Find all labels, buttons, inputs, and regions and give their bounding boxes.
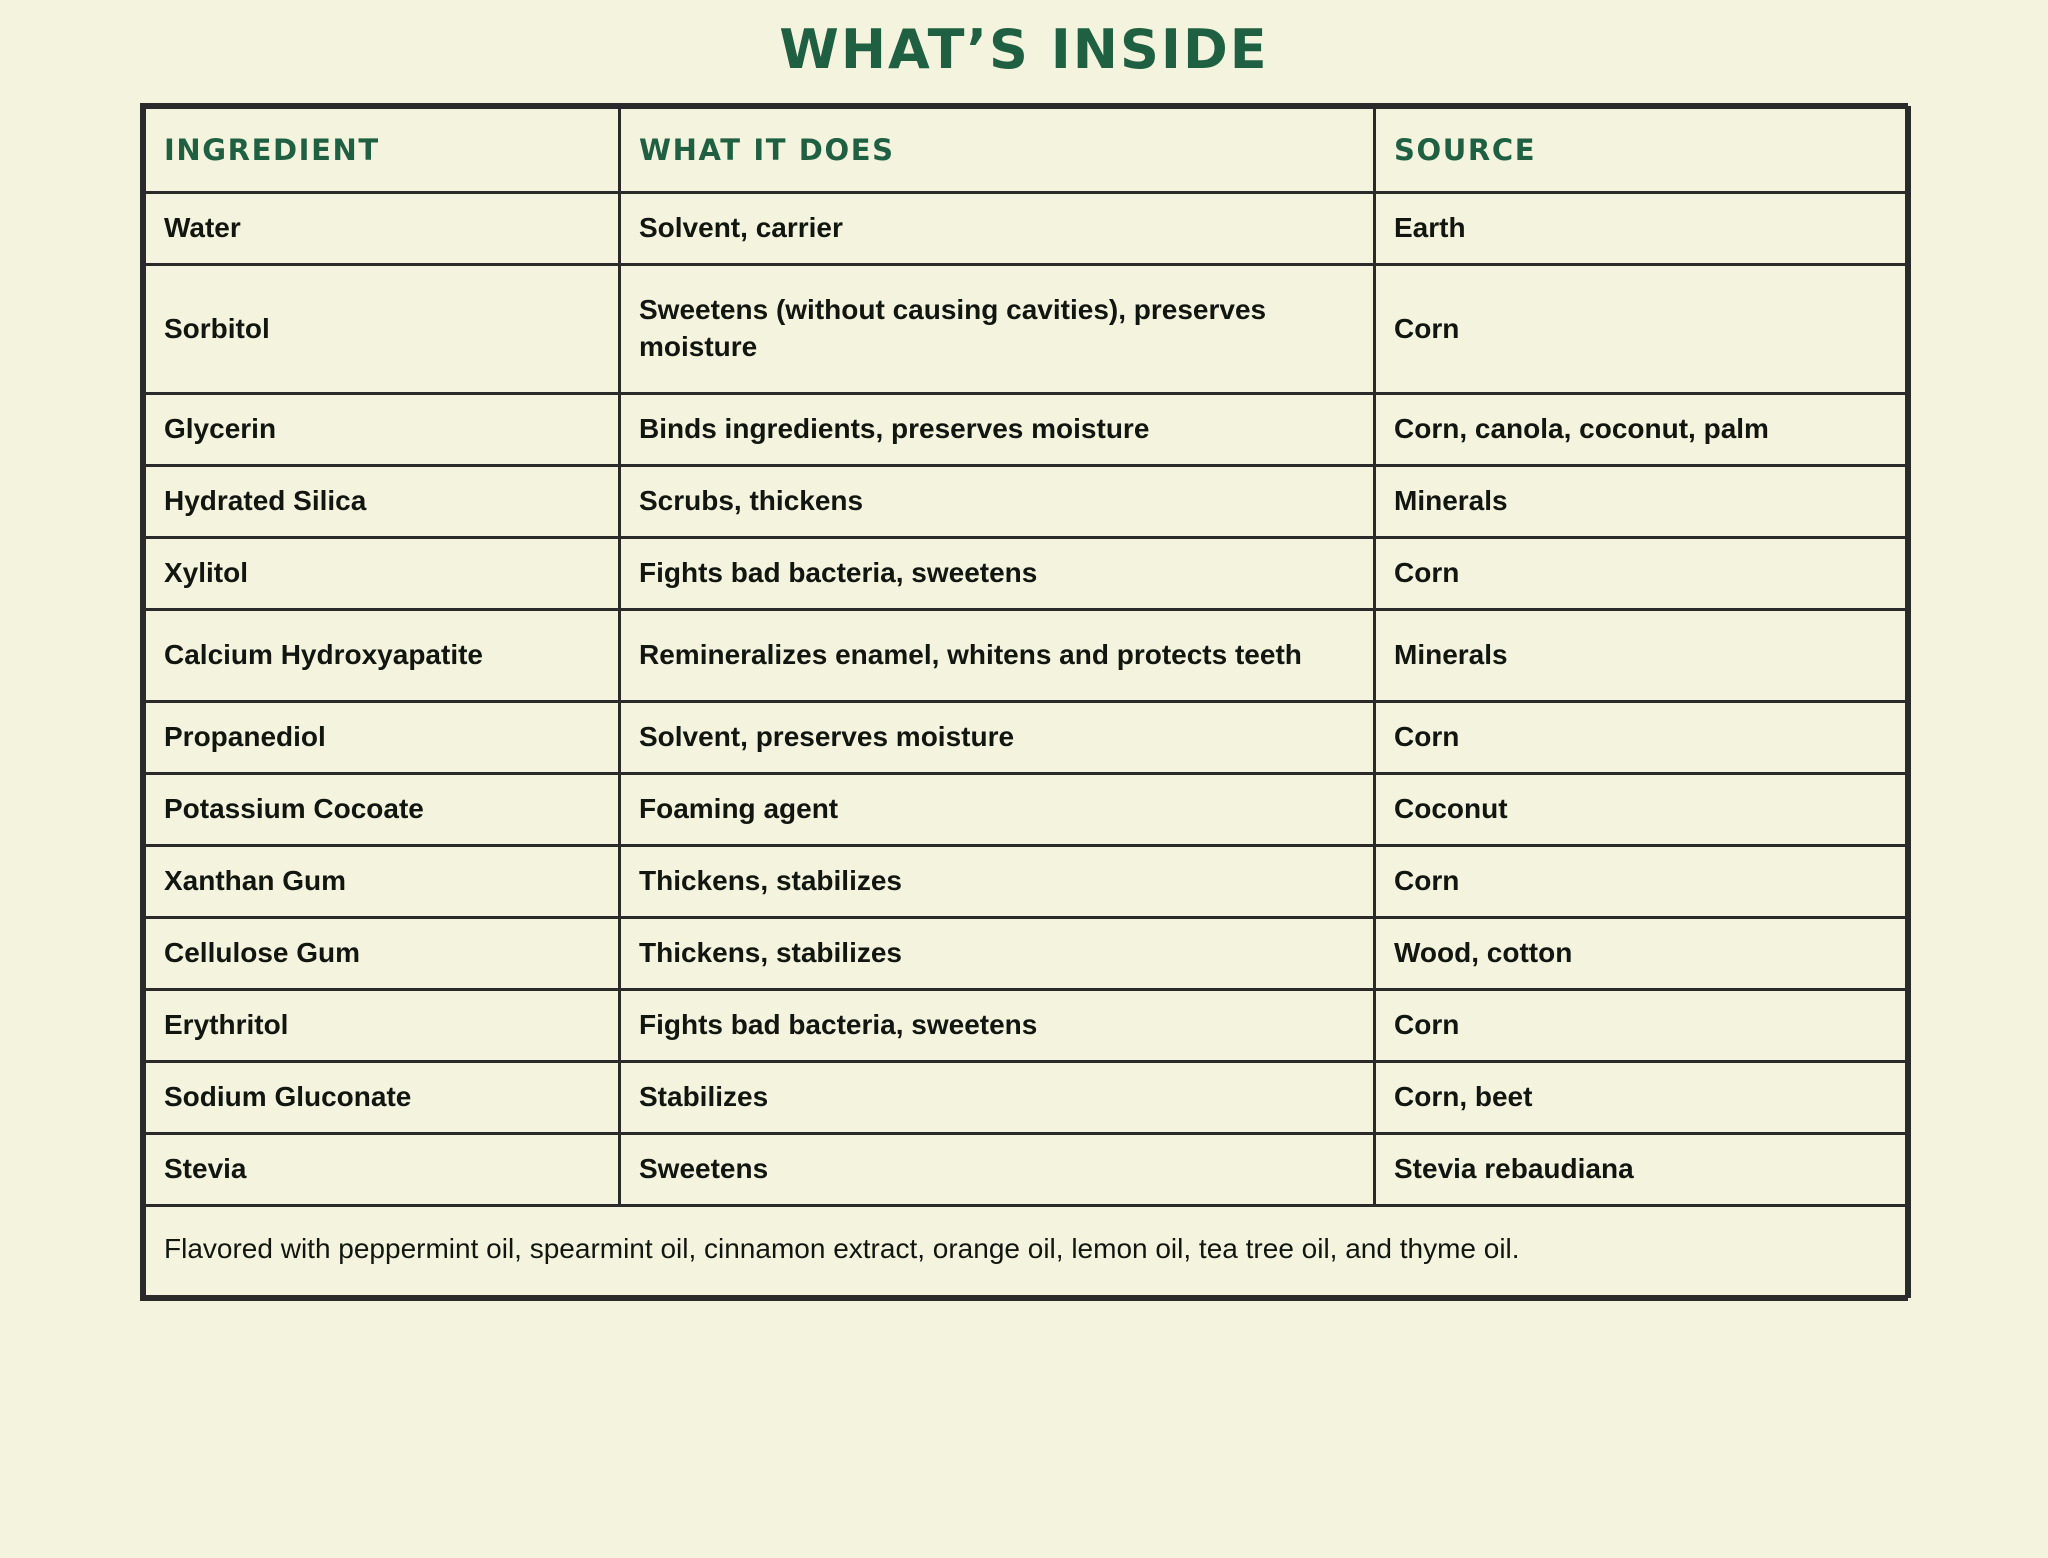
cell-ingredient: Potassium Cocoate bbox=[145, 773, 620, 845]
cell-what-it-does: Solvent, carrier bbox=[620, 193, 1375, 265]
table-row bbox=[145, 1133, 1910, 1205]
cell-source: Coconut bbox=[1375, 773, 1910, 845]
table-row bbox=[145, 538, 1910, 610]
cell-ingredient: Hydrated Silica bbox=[145, 466, 620, 538]
table-row bbox=[145, 394, 1910, 466]
cell-source: Corn bbox=[1375, 701, 1910, 773]
cell-source: Corn bbox=[1375, 989, 1910, 1061]
cell-source: Corn, canola, coconut, palm bbox=[1375, 394, 1910, 466]
table-row bbox=[145, 466, 1910, 538]
cell-ingredient: Sodium Gluconate bbox=[145, 1061, 620, 1133]
cell-what-it-does: Remineralizes enamel, whitens and protects teeth bbox=[620, 609, 1375, 701]
cell-ingredient: Erythritol bbox=[145, 989, 620, 1061]
cell-source: Wood, cotton bbox=[1375, 917, 1910, 989]
cell-ingredient: Calcium Hydroxyapatite bbox=[145, 609, 620, 701]
table-row bbox=[145, 917, 1910, 989]
table-row bbox=[145, 701, 1910, 773]
cell-ingredient: Sorbitol bbox=[145, 265, 620, 394]
page-title: WHAT’S INSIDE bbox=[779, 18, 1269, 81]
cell-ingredient: Propanediol bbox=[145, 701, 620, 773]
table-footnote-row bbox=[145, 1205, 1910, 1297]
table-row bbox=[145, 609, 1910, 701]
table-row bbox=[145, 989, 1910, 1061]
cell-what-it-does: Stabilizes bbox=[620, 1061, 1375, 1133]
cell-source: Corn, beet bbox=[1375, 1061, 1910, 1133]
cell-what-it-does: Binds ingredients, preserves moisture bbox=[620, 394, 1375, 466]
table-body bbox=[145, 193, 1910, 1297]
cell-source: Corn bbox=[1375, 265, 1910, 394]
table-row bbox=[145, 845, 1910, 917]
table-row bbox=[145, 193, 1910, 265]
cell-what-it-does: Thickens, stabilizes bbox=[620, 917, 1375, 989]
cell-ingredient: Stevia bbox=[145, 1133, 620, 1205]
cell-what-it-does: Fights bad bacteria, sweetens bbox=[620, 989, 1375, 1061]
footnote-text: Flavored with peppermint oil, spearmint oil, cinnamon extract, orange oil, lemon oil, tea tree oil, and thyme oil. bbox=[145, 1205, 1910, 1297]
cell-ingredient: Xanthan Gum bbox=[145, 845, 620, 917]
ingredients-table-container bbox=[140, 103, 1908, 1301]
cell-source: Minerals bbox=[1375, 466, 1910, 538]
table-header bbox=[145, 108, 1910, 193]
table-header-row bbox=[145, 108, 1910, 193]
ingredients-table bbox=[143, 106, 1911, 1298]
column-header-ingredient: INGREDIENT bbox=[145, 108, 620, 193]
cell-ingredient: Cellulose Gum bbox=[145, 917, 620, 989]
cell-source: Minerals bbox=[1375, 609, 1910, 701]
table-row bbox=[145, 265, 1910, 394]
cell-what-it-does: Fights bad bacteria, sweetens bbox=[620, 538, 1375, 610]
cell-ingredient: Xylitol bbox=[145, 538, 620, 610]
column-header-what-it-does: WHAT IT DOES bbox=[620, 108, 1375, 193]
cell-what-it-does: Solvent, preserves moisture bbox=[620, 701, 1375, 773]
cell-what-it-does: Foaming agent bbox=[620, 773, 1375, 845]
cell-ingredient: Glycerin bbox=[145, 394, 620, 466]
table-row bbox=[145, 1061, 1910, 1133]
cell-what-it-does: Thickens, stabilizes bbox=[620, 845, 1375, 917]
column-header-source: SOURCE bbox=[1375, 108, 1910, 193]
cell-source: Earth bbox=[1375, 193, 1910, 265]
ingredients-page bbox=[0, 18, 2048, 1558]
cell-what-it-does: Sweetens bbox=[620, 1133, 1375, 1205]
table-row bbox=[145, 773, 1910, 845]
cell-source: Stevia rebaudiana bbox=[1375, 1133, 1910, 1205]
cell-what-it-does: Scrubs, thickens bbox=[620, 466, 1375, 538]
cell-source: Corn bbox=[1375, 538, 1910, 610]
cell-what-it-does: Sweetens (without causing cavities), preserves moisture bbox=[620, 265, 1375, 394]
cell-ingredient: Water bbox=[145, 193, 620, 265]
cell-source: Corn bbox=[1375, 845, 1910, 917]
